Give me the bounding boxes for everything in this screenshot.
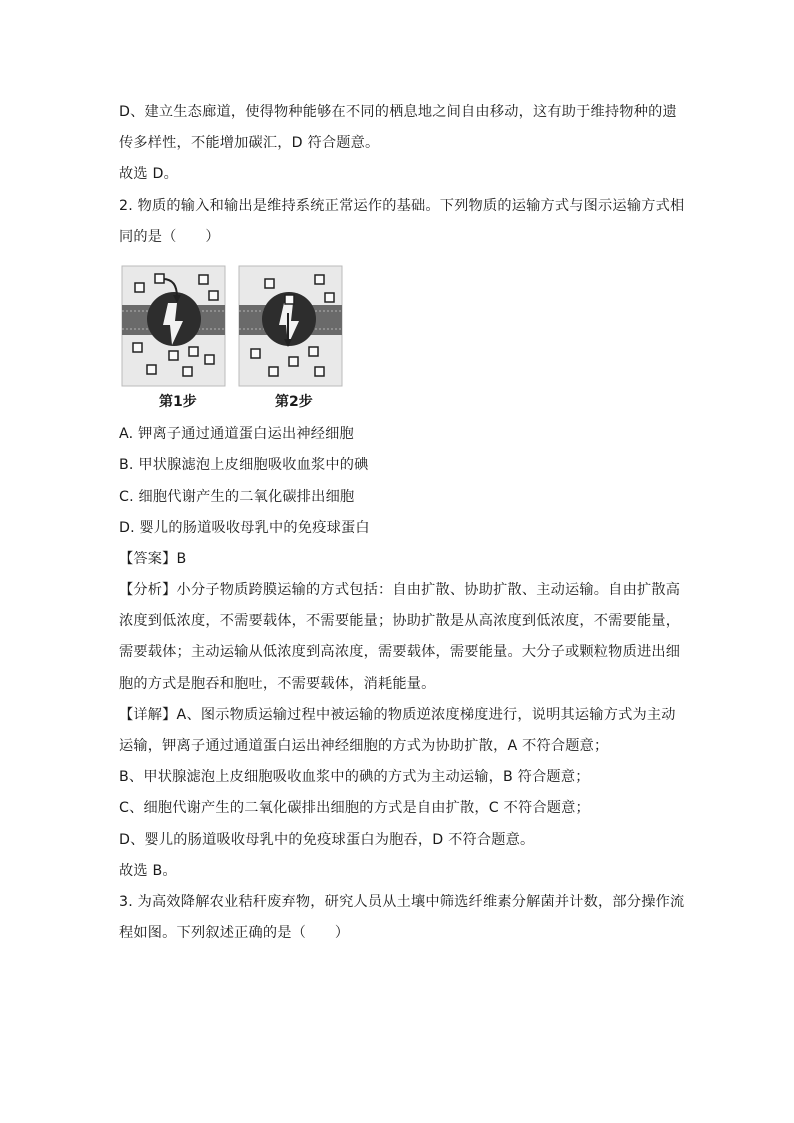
option-a: A. 钾离子通过通道蛋白运出神经细胞 — [119, 426, 354, 442]
explanation-line: B、甲状腺滤泡上皮细胞吸收血浆中的碘的方式为主动运输，B 符合题意； — [119, 769, 590, 785]
step2-panel — [239, 266, 342, 386]
text-line: 故选 D。 — [119, 166, 178, 182]
question-2-stem-cont: 同的是（ ） — [119, 229, 220, 245]
analysis-line: 胞的方式是胞吞和胞吐，不需要载体，消耗能量。 — [119, 676, 436, 692]
choice-line: 故选 B。 — [119, 863, 177, 879]
question-3-stem-cont: 程如图。下列叙述正确的是（ ） — [119, 925, 350, 941]
answer-line: 【答案】B — [119, 551, 187, 567]
step2-caption: 第2步 — [275, 394, 313, 410]
question-3-stem: 3. 为高效降解农业秸秆废弃物，研究人员从土壤中筛选纤维素分解菌并计数，部分操作流 — [119, 894, 685, 910]
analysis-line: 需要载体；主动运输从低浓度到高浓度，需要载体，需要能量。大分子或颗粒物质进出细 — [119, 644, 681, 660]
membrane-transport-figure — [119, 263, 349, 413]
explanation-line: 运输，钾离子通过通道蛋白运出神经细胞的方式为协助扩散，A 不符合题意； — [119, 738, 609, 754]
step1-caption: 第1步 — [159, 394, 197, 410]
analysis-line: 浓度到低浓度，不需要载体，不需要能量；协助扩散是从高浓度到低浓度，不需要能量， — [119, 613, 681, 629]
option-d: D. 婴儿的肠道吸收母乳中的免疫球蛋白 — [119, 520, 370, 536]
option-b: B. 甲状腺滤泡上皮细胞吸收血浆中的碘 — [119, 457, 369, 473]
explanation-line: C、细胞代谢产生的二氧化碳排出细胞的方式是自由扩散，C 不符合题意； — [119, 800, 590, 816]
question-2-stem: 2. 物质的输入和输出是维持系统正常运作的基础。下列物质的运输方式与图示运输方式相 — [119, 198, 685, 214]
transport-diagram — [119, 263, 349, 389]
text-line: D、建立生态廊道，使得物种能够在不同的栖息地之间自由移动，这有助于维持物种的遗 — [119, 104, 677, 120]
text-line: 传多样性，不能增加碳汇，D 符合题意。 — [119, 135, 380, 151]
explanation-line: D、婴儿的肠道吸收母乳中的免疫球蛋白为胞吞，D 不符合题意。 — [119, 832, 535, 848]
explanation-line: 【详解】A、图示物质运输过程中被运输的物质逆浓度梯度进行，说明其运输方式为主动 — [119, 707, 676, 723]
analysis-line: 【分析】小分子物质跨膜运输的方式包括：自由扩散、协助扩散、主动运输。自由扩散高 — [119, 582, 681, 598]
option-c: C. 细胞代谢产生的二氧化碳排出细胞 — [119, 489, 355, 505]
step1-panel — [122, 266, 225, 386]
